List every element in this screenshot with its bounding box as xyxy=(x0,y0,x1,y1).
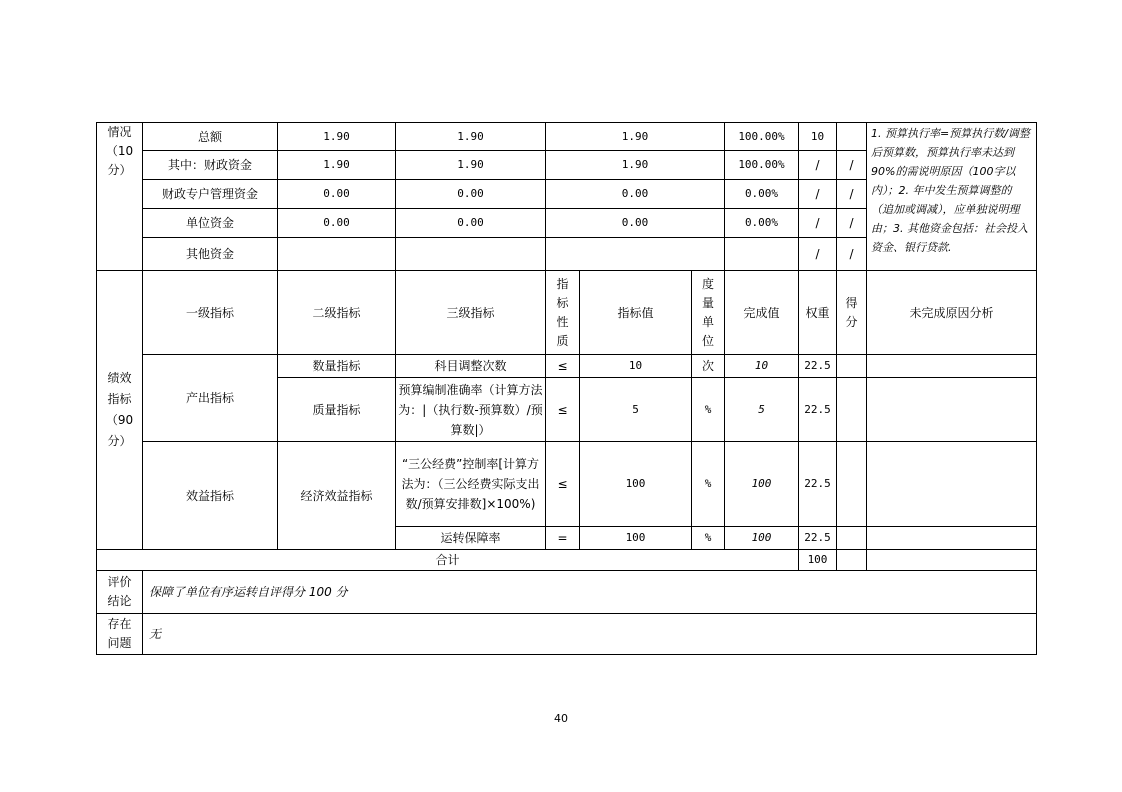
header-target: 指标值 xyxy=(580,271,692,355)
actual-cell: 10 xyxy=(725,355,799,378)
fund-cell: 1.90 xyxy=(278,123,396,151)
fund-cell xyxy=(278,238,396,271)
fund-rate xyxy=(725,238,799,271)
fund-cell: 0.00 xyxy=(396,180,546,209)
header-actual: 完成值 xyxy=(725,271,799,355)
nature-cell: ≤ xyxy=(546,378,580,442)
score-cell xyxy=(837,442,867,527)
fund-cell: 1.90 xyxy=(396,151,546,180)
nature-cell: ≤ xyxy=(546,355,580,378)
score-cell xyxy=(837,527,867,550)
evaluation-table xyxy=(96,122,1037,655)
fund-weight: / xyxy=(799,209,837,238)
fund-cell: 1.90 xyxy=(546,123,725,151)
fund-cell: 1.90 xyxy=(396,123,546,151)
target-cell: 10 xyxy=(580,355,692,378)
funds-note: 1. 预算执行率=预算执行数/调整后预算数，预算执行率未达到90%的需说明原因（100字以内）；2. 年中发生预算调整的（追加或调减），应单独说明理由；3. 其他资金包括：社会投入资金、银行贷款. xyxy=(867,123,1037,271)
score-cell xyxy=(837,355,867,378)
funds-section-label: 情况 （10 分） xyxy=(97,123,143,271)
nature-cell: ≤ xyxy=(546,442,580,527)
unit-cell: % xyxy=(692,527,725,550)
level3-cell: 运转保障率 xyxy=(396,527,546,550)
fund-score: / xyxy=(837,180,867,209)
fund-score xyxy=(837,123,867,151)
header-level3: 三级指标 xyxy=(396,271,546,355)
fund-weight: / xyxy=(799,180,837,209)
page-number: 40 xyxy=(554,712,568,725)
target-cell: 100 xyxy=(580,527,692,550)
conclusion-label: 评价 结论 xyxy=(97,571,143,614)
target-cell: 100 xyxy=(580,442,692,527)
actual-cell: 100 xyxy=(725,442,799,527)
weight-cell: 22.5 xyxy=(799,527,837,550)
fund-cell xyxy=(546,238,725,271)
header-level2: 二级指标 xyxy=(278,271,396,355)
fund-rate: 100.00% xyxy=(725,151,799,180)
actual-cell: 100 xyxy=(725,527,799,550)
fund-cell: 0.00 xyxy=(546,180,725,209)
actual-cell: 5 xyxy=(725,378,799,442)
fund-rate: 100.00% xyxy=(725,123,799,151)
fund-cell: 0.00 xyxy=(278,209,396,238)
nature-cell: = xyxy=(546,527,580,550)
reason-cell xyxy=(867,442,1037,527)
unit-cell: % xyxy=(692,378,725,442)
fund-name: 单位资金 xyxy=(143,209,278,238)
fund-name: 其他资金 xyxy=(143,238,278,271)
issues-label: 存在 问题 xyxy=(97,614,143,655)
fund-cell xyxy=(396,238,546,271)
level3-cell: 预算编制准确率（计算方法为：|（执行数-预算数）/预算数|） xyxy=(396,378,546,442)
fund-cell: 0.00 xyxy=(546,209,725,238)
header-reason: 未完成原因分析 xyxy=(867,271,1037,355)
header-level1: 一级指标 xyxy=(143,271,278,355)
target-cell: 5 xyxy=(580,378,692,442)
weight-cell: 22.5 xyxy=(799,442,837,527)
unit-cell: % xyxy=(692,442,725,527)
fund-cell: 0.00 xyxy=(278,180,396,209)
reason-cell xyxy=(867,527,1037,550)
fund-cell: 1.90 xyxy=(278,151,396,180)
benefit-indicator-label: 效益指标 xyxy=(143,442,278,550)
fund-weight: / xyxy=(799,238,837,271)
reason-cell xyxy=(867,378,1037,442)
total-reason xyxy=(867,550,1037,571)
fund-score: / xyxy=(837,238,867,271)
header-nature: 指 标 性 质 xyxy=(546,271,580,355)
fund-cell: 1.90 xyxy=(546,151,725,180)
fund-name: 财政专户管理资金 xyxy=(143,180,278,209)
weight-cell: 22.5 xyxy=(799,378,837,442)
score-cell xyxy=(837,378,867,442)
reason-cell xyxy=(867,355,1037,378)
fund-score: / xyxy=(837,151,867,180)
issues-text: 无 xyxy=(143,614,1037,655)
header-unit: 度 量 单 位 xyxy=(692,271,725,355)
weight-cell: 22.5 xyxy=(799,355,837,378)
unit-cell: 次 xyxy=(692,355,725,378)
fund-name: 其中：财政资金 xyxy=(143,151,278,180)
output-indicator-label: 产出指标 xyxy=(143,355,278,442)
fund-weight: / xyxy=(799,151,837,180)
level3-cell: “三公经费”控制率[计算方法为：（三公经费实际支出数/预算安排数]×100%) xyxy=(396,442,546,527)
fund-weight: 10 xyxy=(799,123,837,151)
conclusion-text: 保障了单位有序运转自评得分 100 分 xyxy=(143,571,1037,614)
header-score: 得 分 xyxy=(837,271,867,355)
header-weight: 权重 xyxy=(799,271,837,355)
level2-cell: 质量指标 xyxy=(278,378,396,442)
total-label: 合计 xyxy=(97,550,799,571)
level3-cell: 科目调整次数 xyxy=(396,355,546,378)
fund-score: / xyxy=(837,209,867,238)
total-weight: 100 xyxy=(799,550,837,571)
perf-section-label: 绩效 指标 （90 分） xyxy=(97,271,143,550)
level2-cell: 经济效益指标 xyxy=(278,442,396,550)
fund-name: 总额 xyxy=(143,123,278,151)
total-score xyxy=(837,550,867,571)
fund-cell: 0.00 xyxy=(396,209,546,238)
fund-rate: 0.00% xyxy=(725,180,799,209)
level2-cell: 数量指标 xyxy=(278,355,396,378)
fund-rate: 0.00% xyxy=(725,209,799,238)
